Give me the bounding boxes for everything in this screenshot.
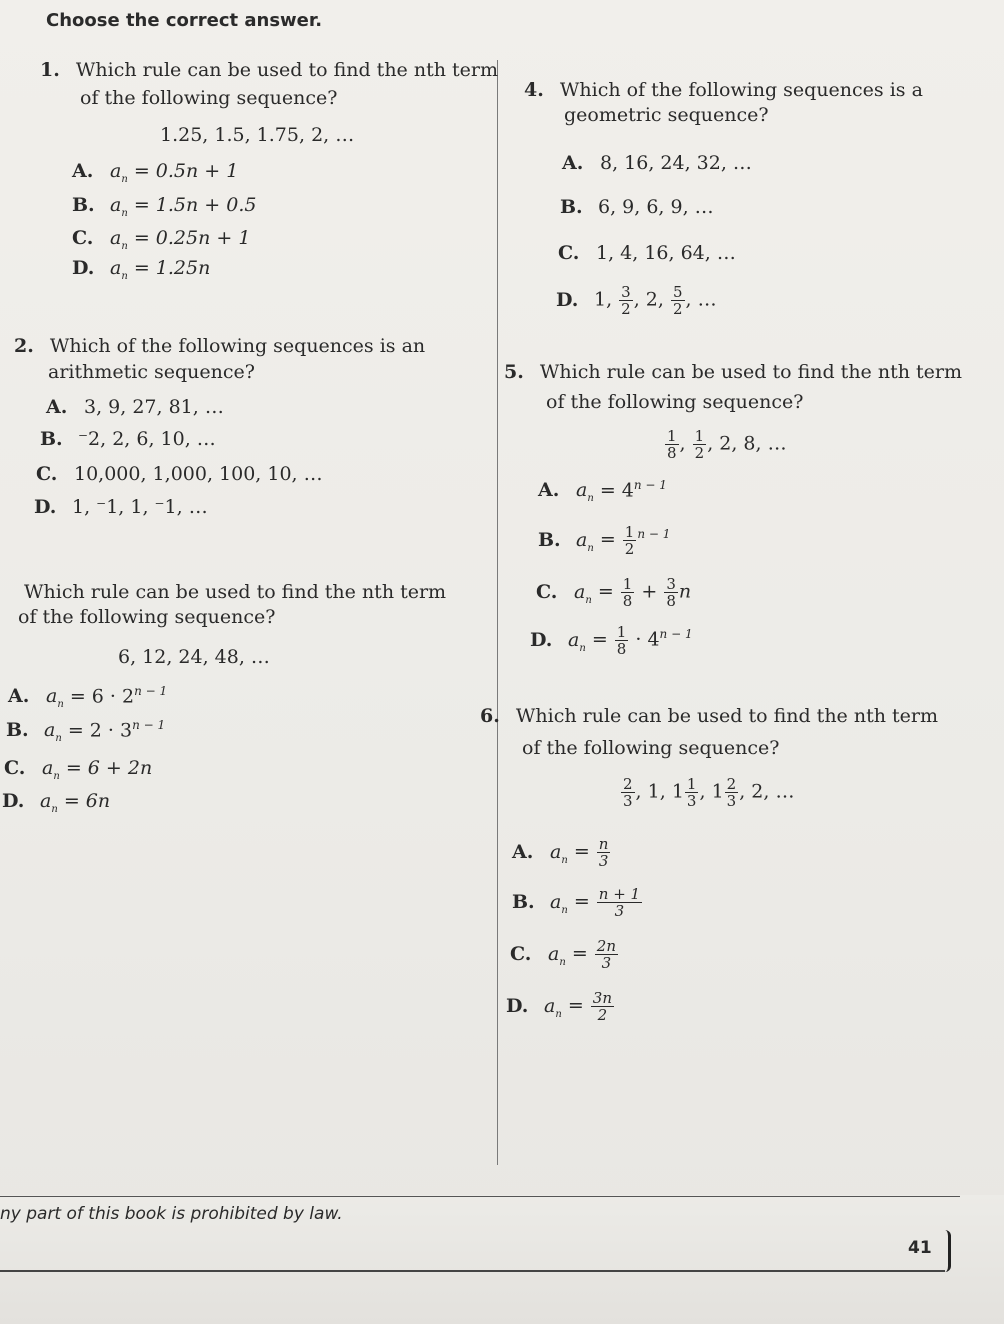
question-3-line2: of the following sequence?: [18, 606, 276, 628]
q2-option-a[interactable]: A. 3, 9, 27, 81, …: [46, 396, 224, 418]
fraction: $\frac{1}{2}$: [694, 427, 705, 462]
q4-option-c[interactable]: C. 1, 4, 16, 64, …: [558, 242, 736, 264]
q5-option-b[interactable]: B. $a_n$ = $\frac{1}{2}$ $^{n - 1}$: [538, 523, 671, 558]
q6-option-b[interactable]: B. $a_n$ = $\frac{n + 1}{3}$: [512, 885, 641, 920]
question-number: 5.: [504, 361, 524, 383]
fraction: $\frac{n}{3}$: [598, 835, 609, 870]
question-1-line2: of the following sequence?: [80, 87, 338, 109]
q2-option-c[interactable]: C. 10,000, 1,000, 100, 10, …: [36, 463, 323, 485]
q4-option-a[interactable]: A. 8, 16, 24, 32, …: [562, 152, 752, 174]
question-5-sequence: $\frac{1}{8}$ , $\frac{1}{2}$ , 2, 8, …: [667, 427, 787, 462]
question-5-line2: of the following sequence?: [546, 391, 804, 413]
question-3-line1: Which rule can be used to find the nth term: [24, 581, 447, 603]
q3-option-c[interactable]: C. $a_n = 6 + 2n$: [4, 757, 153, 782]
fraction: $\frac{3}{8}$: [666, 575, 676, 610]
question-text-line1: Which rule can be used to find the nth term: [539, 361, 962, 383]
question-2-line2: arithmetic sequence?: [48, 361, 255, 383]
q1-option-b[interactable]: B. $a_n = 1.5n + 0.5$: [72, 194, 257, 219]
q5-option-c[interactable]: C. $a_n$ = $\frac{1}{8}$ + $\frac{3}{8}$ n: [536, 575, 692, 610]
q3-option-b[interactable]: B. $a_n = 2 \cdot 3^{n - 1}$: [6, 718, 166, 745]
q5-option-a[interactable]: A. $a_n = 4^{n - 1}$: [538, 478, 667, 505]
fraction: $\frac{3n}{2}$: [592, 989, 612, 1024]
footer-rule: [0, 1196, 960, 1197]
q5-option-d[interactable]: D. $a_n$ = $\frac{1}{8}$ · $4^{n - 1}$: [530, 623, 693, 658]
instructions-heading: Choose the correct answer.: [46, 10, 323, 31]
q3-option-d[interactable]: D. $a_n = 6n$: [2, 790, 111, 815]
copyright-notice: ny part of this book is prohibited by law.: [0, 1204, 343, 1224]
question-number: 4.: [524, 79, 544, 101]
q4-option-b[interactable]: B. 6, 9, 6, 9, …: [560, 196, 714, 218]
question-1-sequence: 1.25, 1.5, 1.75, 2, …: [160, 124, 355, 146]
question-3-sequence: 6, 12, 24, 48, …: [118, 646, 270, 668]
footer-rule-bottom: [0, 1270, 945, 1272]
question-number: 6.: [480, 705, 500, 727]
q6-option-a[interactable]: A. $a_n$ = $\frac{n}{3}$: [512, 835, 609, 870]
q4-option-d[interactable]: D. 1, $\frac{3}{2}$ , 2, $\frac{5}{2}$ , …: [556, 283, 717, 318]
fraction: $\frac{2}{3}$: [623, 775, 633, 810]
fraction: $\frac{1}{2}$: [624, 523, 635, 558]
question-1: [40, 58, 498, 82]
question-4-line2: geometric sequence?: [564, 104, 769, 126]
question-4: [524, 78, 923, 102]
question-number: 1.: [40, 59, 60, 81]
question-6: [480, 704, 938, 728]
fraction: $\frac{2n}{3}$: [596, 937, 616, 972]
q6-option-c[interactable]: C. $a_n$ = $\frac{2n}{3}$: [510, 937, 616, 972]
q1-option-c[interactable]: C. $a_n = 0.25n + 1$: [72, 227, 251, 252]
question-5: [504, 360, 962, 384]
q2-option-b[interactable]: B. ⁻2, 2, 6, 10, …: [40, 428, 216, 450]
question-text-line1: Which of the following sequences is an: [49, 335, 426, 357]
column-divider: [497, 60, 498, 1165]
question-text-line1: Which rule can be used to find the nth term: [515, 705, 938, 727]
fraction: $\frac{n + 1}{3}$: [598, 885, 641, 920]
fraction: $\frac{3}{2}$: [621, 283, 631, 318]
question-text-line1: Which rule can be used to find the nth term: [75, 59, 498, 81]
q3-option-a[interactable]: A. $a_n = 6 \cdot 2^{n - 1}$: [8, 684, 168, 711]
question-number: 2.: [14, 335, 34, 357]
q1-option-d[interactable]: D. $a_n = 1.25n$: [72, 257, 211, 282]
q2-option-d[interactable]: D. 1, ⁻1, 1, ⁻1, …: [34, 496, 208, 518]
fraction: $\frac{1}{3}$: [686, 775, 697, 810]
fraction: $\frac{5}{2}$: [672, 283, 683, 318]
fraction: $\frac{1}{8}$: [616, 623, 627, 658]
fraction: $\frac{1}{8}$: [667, 427, 677, 462]
q6-option-d[interactable]: D. $a_n$ = $\frac{3n}{2}$: [506, 989, 612, 1024]
fraction: $\frac{1}{8}$: [622, 575, 633, 610]
question-6-line2: of the following sequence?: [522, 737, 780, 759]
question-text-line1: Which of the following sequences is a: [559, 79, 923, 101]
page-number: 41: [908, 1238, 932, 1258]
fraction: $\frac{2}{3}$: [726, 775, 737, 810]
question-6-sequence: $\frac{2}{3}$ , 1, 1 $\frac{1}{3}$ , 1 $\frac{2}{3}$ , 2, …: [623, 775, 795, 810]
page-number-bracket: [940, 1230, 951, 1272]
q1-option-a[interactable]: A. $a_n = 0.5n + 1$: [72, 160, 239, 185]
question-2: [14, 334, 425, 358]
